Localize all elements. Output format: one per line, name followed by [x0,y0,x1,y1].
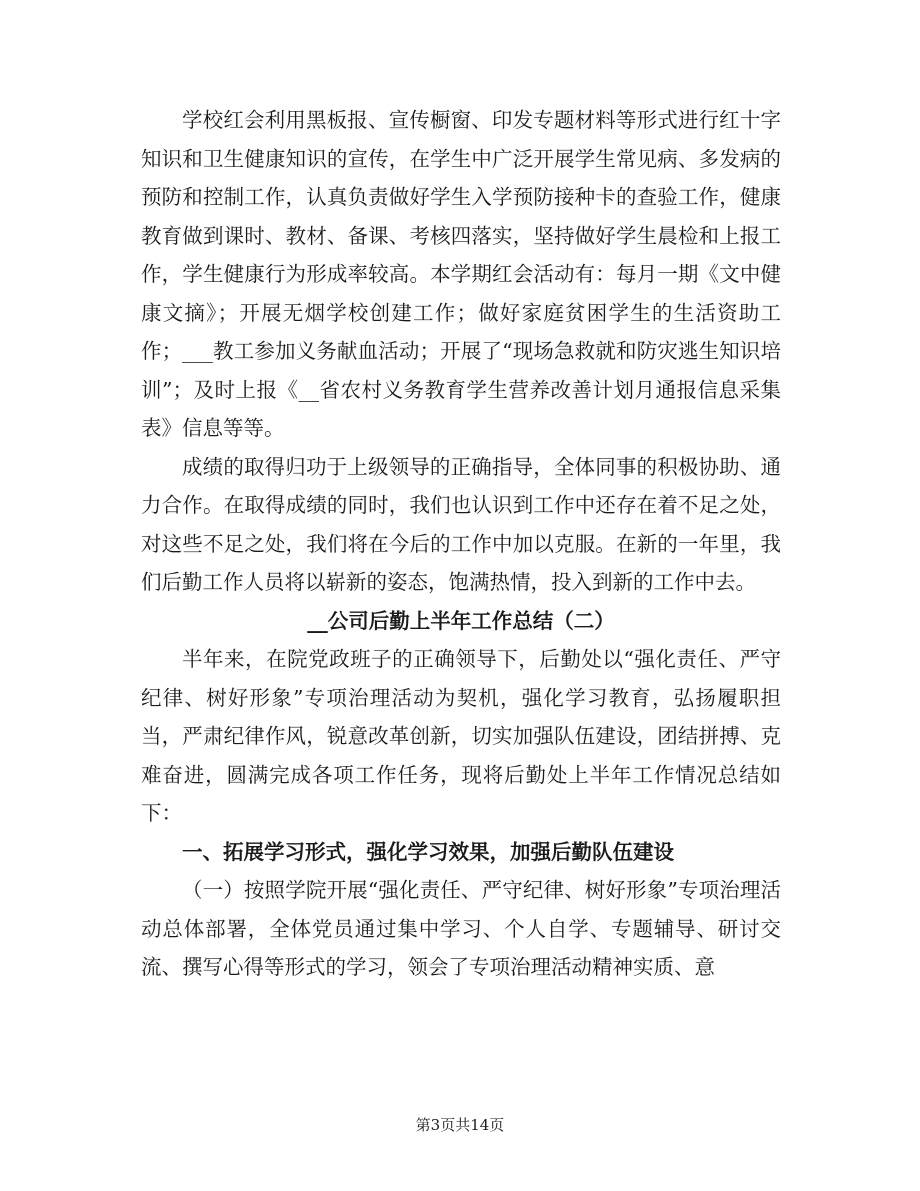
paragraph-introduction: 半年来，在院党政班子的正确领导下，后勤处以“强化责任、严守纪律、树好形象”专项治理活动为契机，强化学习教育，弘扬履职担当，严肃纪律作风，锐意改革创新，切实加强队伍建设，团结拼搏、克难奋进，圆满完成各项工作任务，现将后勤处上半年工作情况总结如下： [141,647,781,825]
document-title: __公司后勤上半年工作总结（二） [307,608,615,633]
document-body [141,101,781,987]
page-number-footer: 第3页共14页 [415,1116,505,1134]
paragraph-study-deployment: （一）按照学院开展“强化责任、严守纪律、树好形象”专项治理活动总体部署，全体党员通过集中学习、个人自学、专题辅导、研讨交流、撰写心得等形式的学习，领会了专项治理活动精神实质、意 [141,878,781,979]
paragraph-achievements: 成绩的取得归功于上级领导的正确指导，全体同事的积极协助、通力合作。在取得成绩的同时，我们也认识到工作中还存在着不足之处，对这些不足之处，我们将在今后的工作中加以克服。在新的一年里，我们后勤工作人员将以崭新的姿态，饱满热情，投入到新的工作中去。 [141,454,781,594]
paragraph-red-cross-activities: 学校红会利用黑板报、宣传橱窗、印发专题材料等形式进行红十字知识和卫生健康知识的宣传，在学生中广泛开展学生常见病、多发病的预防和控制工作，认真负责做好学生入学预防接种卡的查验工作，健康教育做到课时、教材、备课、考核四落实，坚持做好学生晨检和上报工作，学生健康行为形成率较高。本学期红会活动有：每月一期《文中健康文摘》；开展无烟学校创建工作；做好家庭贫困学生的生活资助工作；___教工参加义务献血活动；开展了“现场急救就和防灾逃生知识培训”；及时上报《__省农村义务教育学生营养改善计划月通报信息采集表》信息等等。 [141,108,781,440]
section-heading-1: 一、拓展学习形式，强化学习效果，加强后勤队伍建设 [182,839,674,864]
